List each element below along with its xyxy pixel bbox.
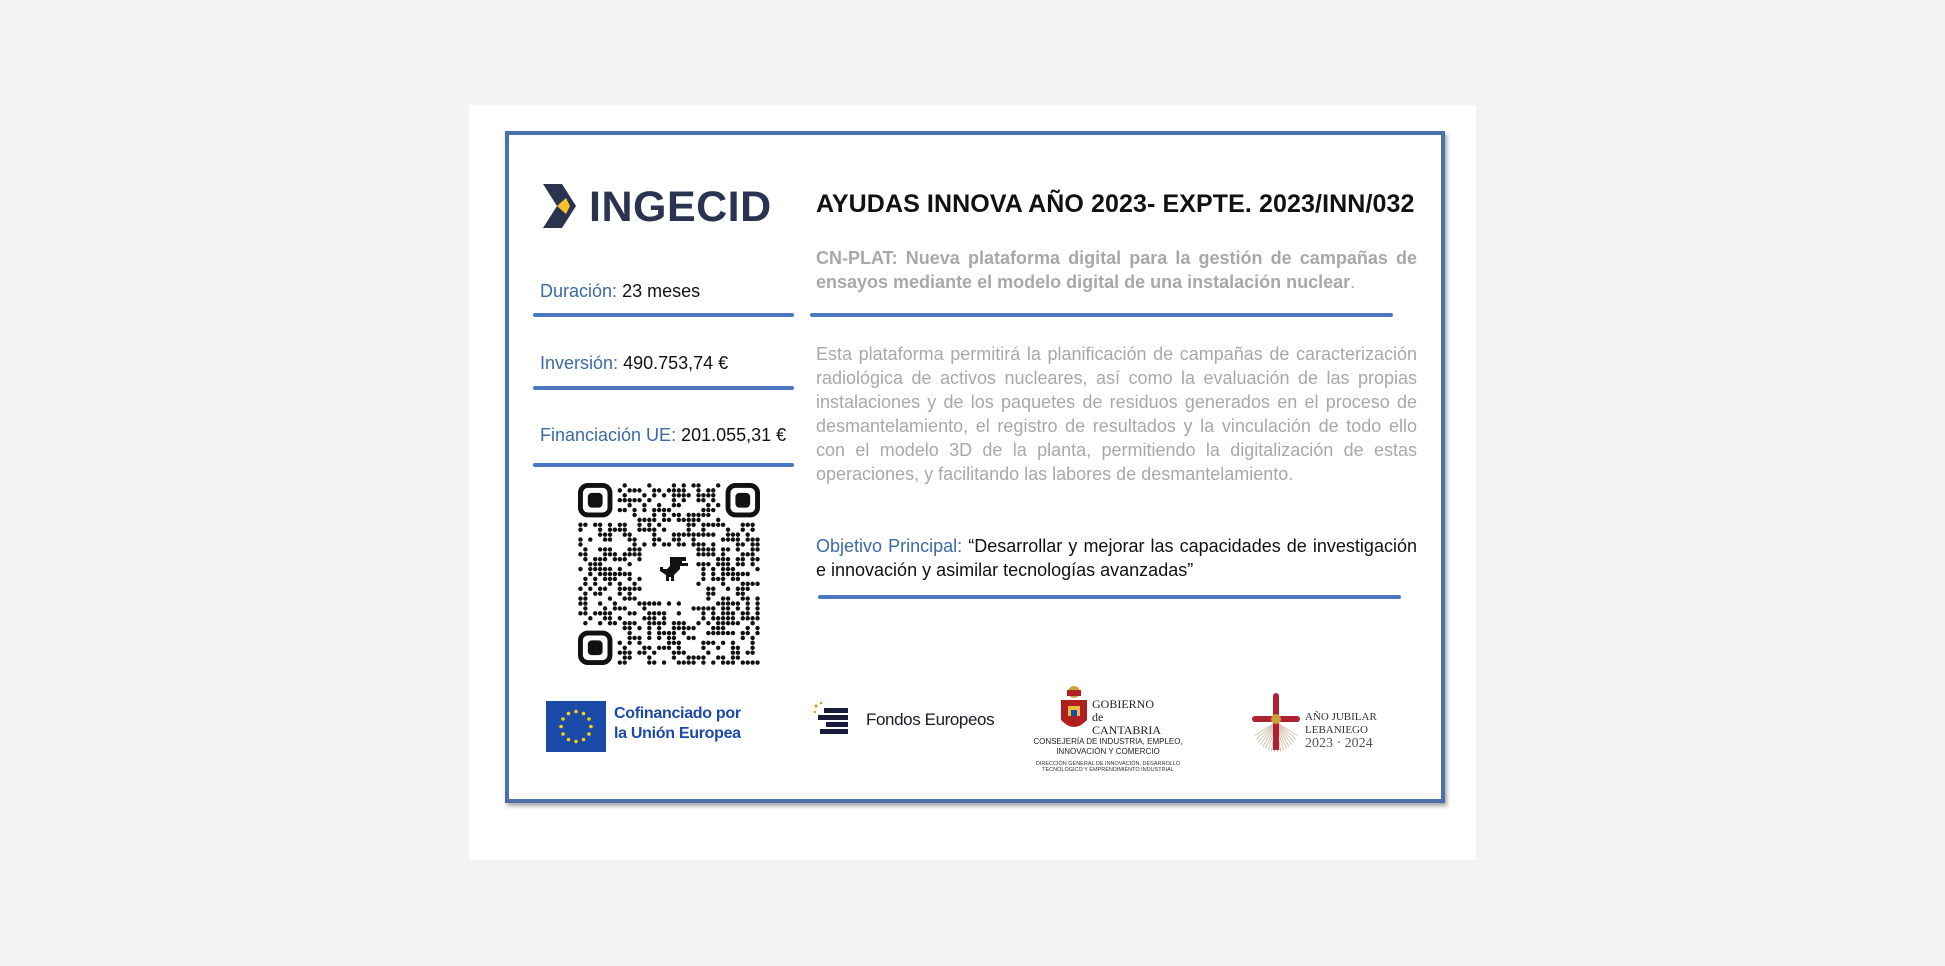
duration-value: 23 meses <box>622 281 701 301</box>
cantabria-sub-4: TECNOLÓGICO Y EMPRENDIMIENTO INDUSTRIAL <box>1042 767 1174 773</box>
project-description: Esta plataforma permitirá la planificación de campañas de caracterización radiológica de activos nucleares, así como la evaluación de las propias instalaciones y de los paquetes de residuos generados en el proceso de desmantelamiento, el registro de resultados y la vinculación de todo ello con el modelo 3D de la planta, permitiendo la digitalización de estas operaciones, y facilitando las labores de desmantelamiento. <box>816 344 1417 484</box>
eu-cofinanced-logo <box>614 704 741 744</box>
jubilar-cross-icon <box>1251 692 1301 754</box>
subtitle-divider <box>810 313 1393 317</box>
investment-label: Inversión: <box>540 353 619 373</box>
objective-divider <box>818 595 1401 599</box>
logo-text: INGECID <box>589 183 772 231</box>
objective-text: “Desarrollar y mejorar las capacidades de investigación e innovación y asimilar tecnologías avanzadas” <box>816 536 1417 580</box>
jubilar-years: 2023 · 2024 <box>1305 736 1373 751</box>
eu-line-1: Cofinanciado por <box>614 705 741 722</box>
funding-label: Financiación UE: <box>540 425 677 445</box>
subtitle-end: . <box>1350 272 1356 292</box>
fondos-europeos-text: Fondos Europeos <box>866 710 995 729</box>
jubilar-line-2: LEBANIEGO <box>1305 724 1368 736</box>
cantabria-sub-3: DIRECCIÓN GENERAL DE INNOVACIÓN, DESARROLLO <box>1035 761 1181 767</box>
funding-value: 201.055,31 € <box>681 425 787 445</box>
jubilar-logo-text <box>1305 711 1377 737</box>
cantabria-line-1: GOBIERNO <box>1092 697 1154 711</box>
cantabria-department <box>1030 737 1186 757</box>
duration-divider <box>533 313 794 317</box>
investment-value: 490.753,74 € <box>623 353 729 373</box>
cantabria-line-3: CANTABRIA <box>1092 723 1162 737</box>
cantabria-shield-icon <box>1058 684 1090 736</box>
objective-block <box>816 534 1417 582</box>
funding-row <box>540 423 786 447</box>
objective-label: Objetivo Principal: <box>816 536 963 556</box>
cantabria-sub-1: CONSEJERÍA DE INDUSTRIA, EMPLEO, <box>1033 737 1183 746</box>
duration-label: Duración: <box>540 281 618 301</box>
project-subtitle <box>816 246 1417 294</box>
investment-row <box>540 351 728 375</box>
qr-code-icon[interactable] <box>578 483 760 665</box>
subtitle-text: CN-PLAT: Nueva plataforma digital para la gestión de campañas de ensayos mediante el modelo digital de una instalación nuclear <box>816 248 1417 292</box>
funding-divider <box>533 463 794 467</box>
cantabria-line-2: de <box>1092 710 1104 724</box>
duration-row <box>540 279 700 303</box>
cantabria-logo-text <box>1092 698 1161 737</box>
cantabria-sub-2: INNOVACIÓN Y COMERCIO <box>1056 747 1160 756</box>
page-title: AYUDAS INNOVA AÑO 2023- EXPTE. 2023/INN/032 <box>816 190 1415 218</box>
eu-flag-icon <box>546 701 606 752</box>
cantabria-directorate <box>1030 761 1186 773</box>
jubilar-line-1: AÑO JUBILAR <box>1305 711 1377 723</box>
investment-divider <box>533 386 794 390</box>
fondos-europeos-icon <box>812 700 860 740</box>
eu-line-2: la Unión Europea <box>614 725 741 742</box>
